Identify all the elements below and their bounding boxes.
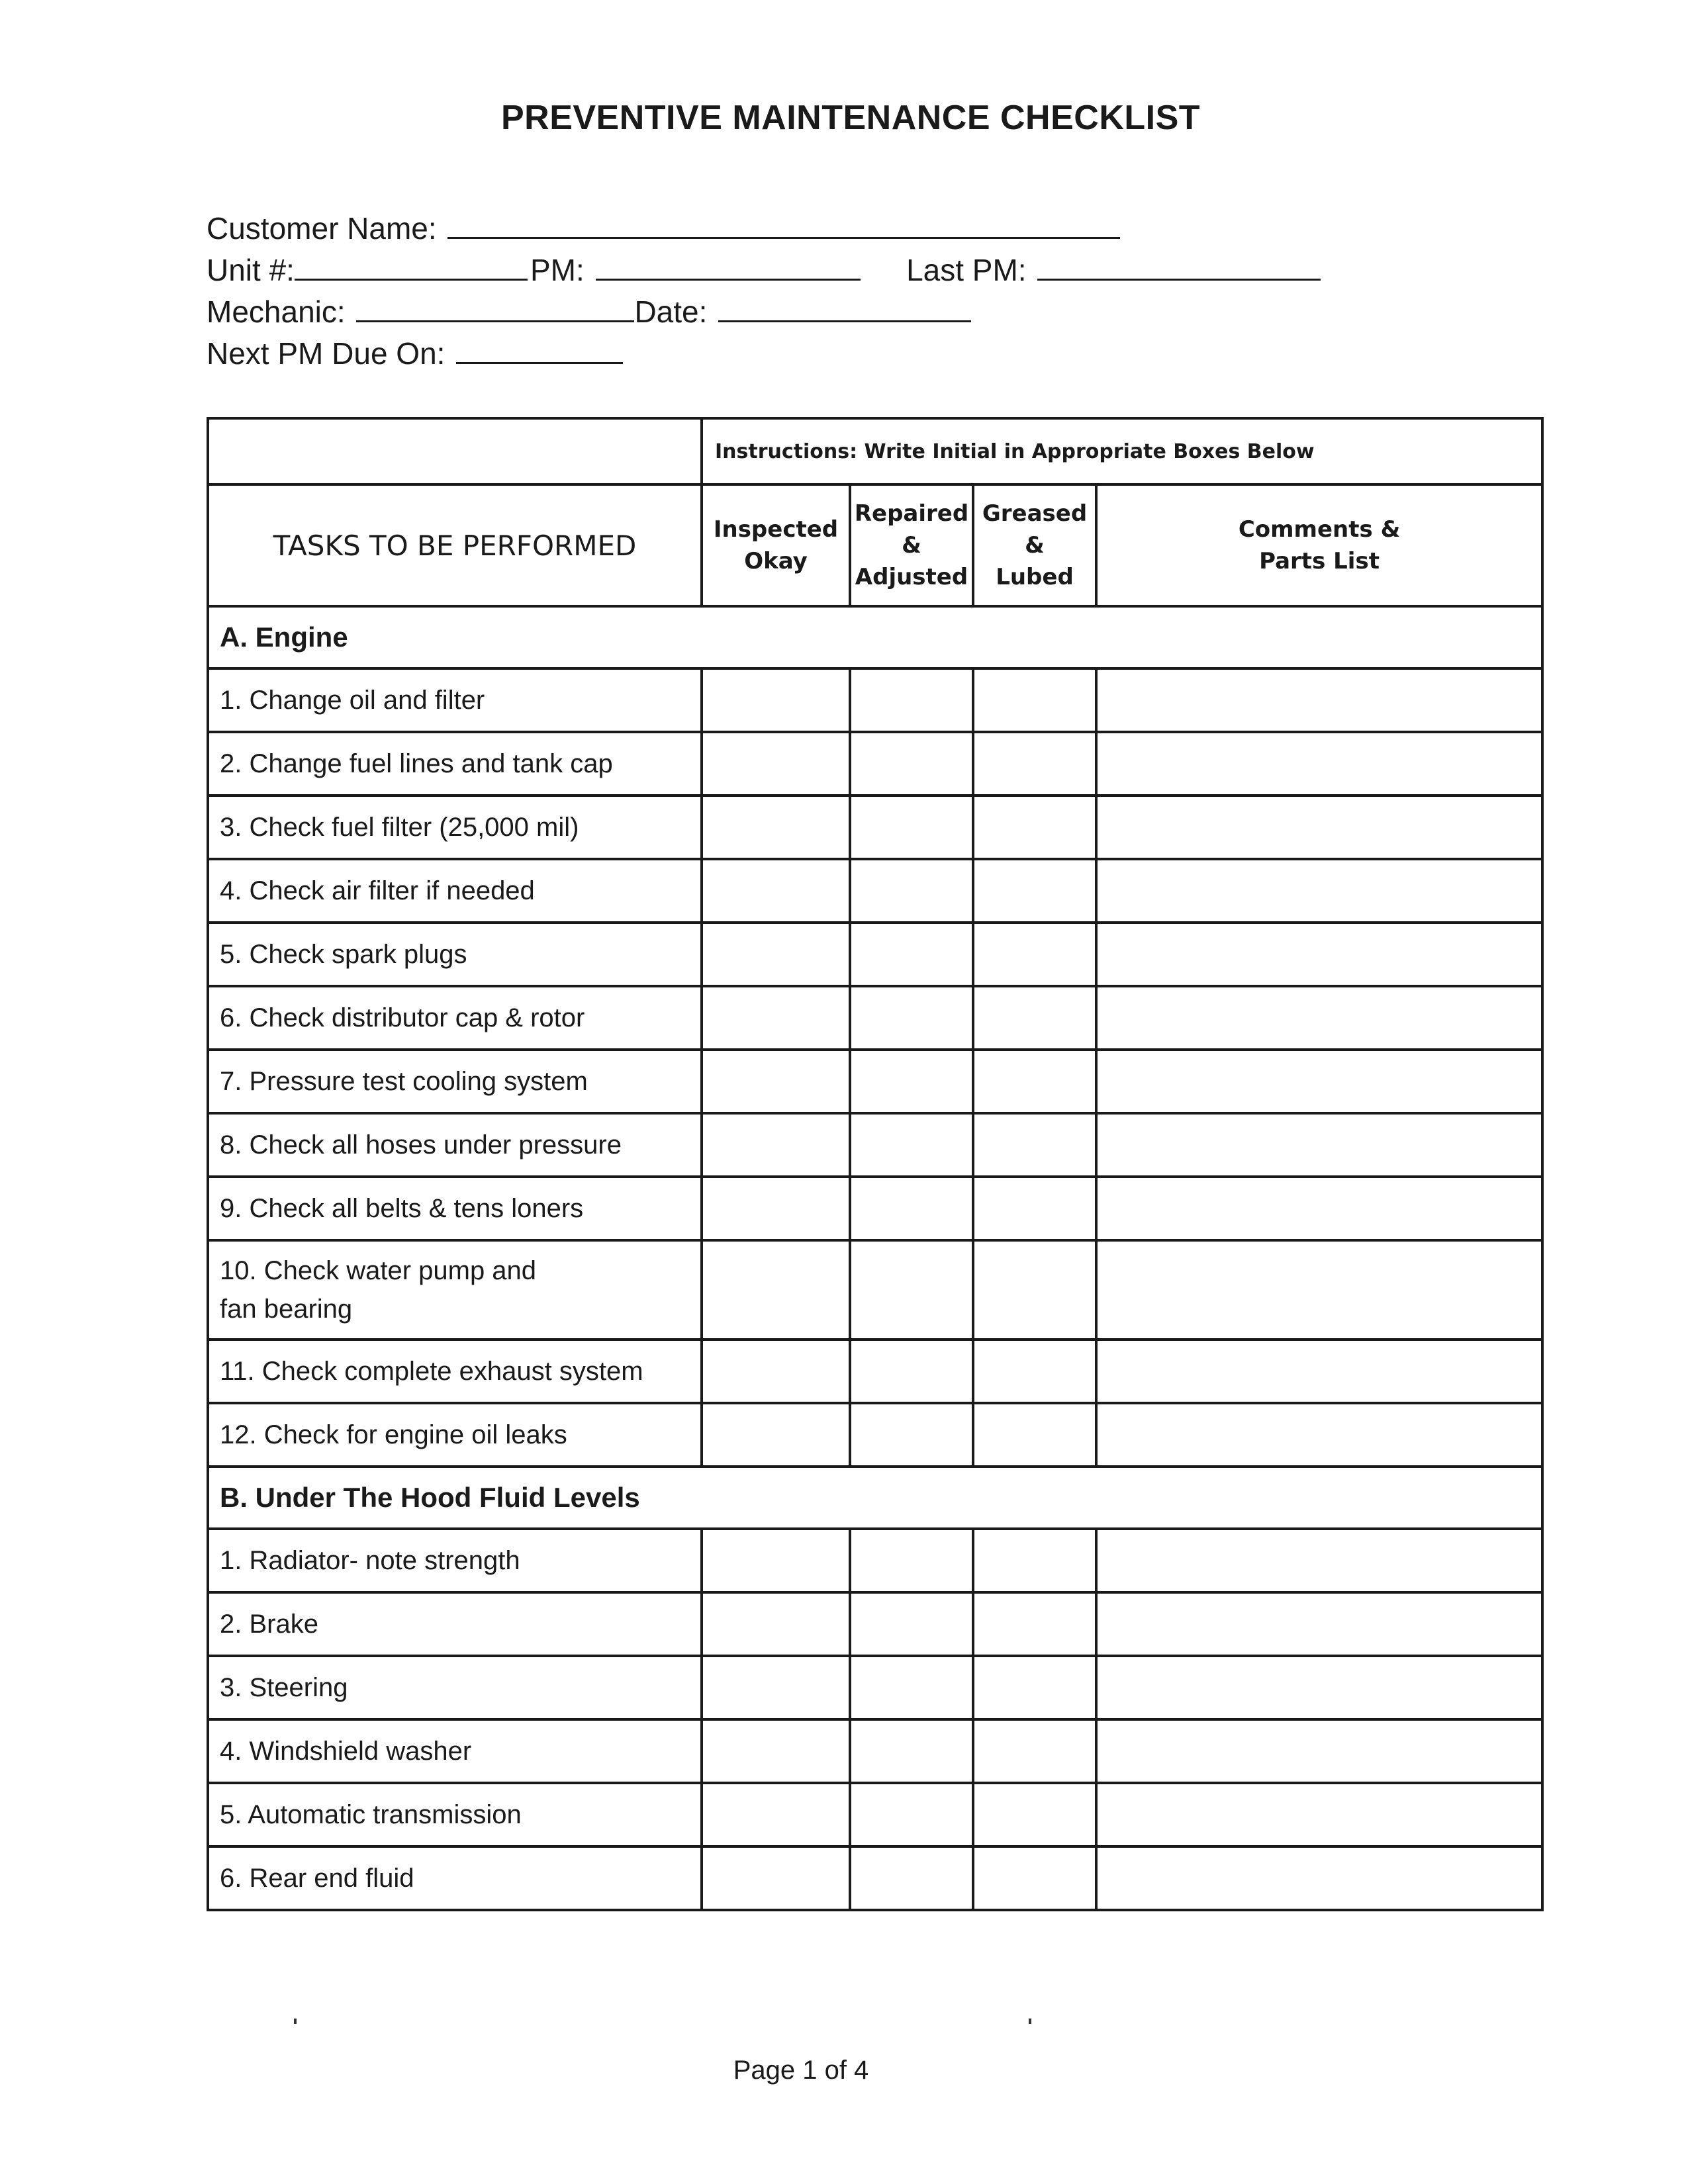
- repaired-adjusted-cell[interactable]: [850, 1529, 973, 1592]
- comments-cell[interactable]: [1096, 1177, 1542, 1240]
- repaired-adjusted-cell[interactable]: [850, 986, 973, 1050]
- task-row: [208, 986, 1542, 1050]
- inspected-okay-cell[interactable]: [702, 1177, 850, 1240]
- section-row: [208, 1467, 1542, 1529]
- date-label: Date:: [634, 295, 708, 329]
- repaired-adjusted-cell[interactable]: [850, 1113, 973, 1177]
- repaired-adjusted-cell[interactable]: [850, 1177, 973, 1240]
- task-row: [208, 1113, 1542, 1177]
- instructions-row: [208, 418, 1542, 484]
- inspected-okay-cell[interactable]: [702, 1403, 850, 1467]
- comments-cell[interactable]: [1096, 1592, 1542, 1656]
- scan-speck: [1029, 2019, 1031, 2024]
- comments-cell[interactable]: [1096, 1403, 1542, 1467]
- task-row: [208, 1592, 1542, 1656]
- col-inspected-okay: [702, 484, 850, 606]
- last-pm-field[interactable]: [1037, 250, 1321, 281]
- task-label: 6. Rear end fluid: [208, 1846, 702, 1910]
- task-row: [208, 1783, 1542, 1846]
- repaired-adjusted-cell[interactable]: [850, 1340, 973, 1403]
- greased-lubed-cell[interactable]: [973, 1340, 1096, 1403]
- task-row: [208, 1403, 1542, 1467]
- repaired-adjusted-cell[interactable]: [850, 1592, 973, 1656]
- comments-cell[interactable]: [1096, 1050, 1542, 1113]
- checklist-table: [207, 417, 1544, 1911]
- task-row: [208, 1529, 1542, 1592]
- pm-label: PM:: [530, 253, 585, 287]
- col-header-line: Okay: [744, 548, 808, 574]
- mechanic-label: Mechanic:: [207, 295, 346, 329]
- repaired-adjusted-cell[interactable]: [850, 1783, 973, 1846]
- repaired-adjusted-cell[interactable]: [850, 796, 973, 859]
- greased-lubed-cell[interactable]: [973, 1240, 1096, 1340]
- customer-name-row: [207, 208, 1123, 247]
- comments-cell[interactable]: [1096, 1783, 1542, 1846]
- column-header-row: [208, 484, 1542, 606]
- col-header-line: Repaired: [854, 500, 969, 527]
- customer-name-label: Customer Name:: [207, 211, 437, 246]
- inspected-okay-cell[interactable]: [702, 1113, 850, 1177]
- inspected-okay-cell[interactable]: [702, 1846, 850, 1910]
- scan-speck: [294, 2019, 297, 2024]
- col-header-line: Lubed: [996, 564, 1074, 590]
- task-row: [208, 732, 1542, 796]
- task-label: 8. Check all hoses under pressure: [208, 1113, 702, 1177]
- task-row: [208, 668, 1542, 732]
- comments-cell[interactable]: [1096, 732, 1542, 796]
- blank-corner-cell: [208, 418, 702, 484]
- customer-name-field[interactable]: [447, 208, 1120, 239]
- repaired-adjusted-cell[interactable]: [850, 1050, 973, 1113]
- comments-cell[interactable]: [1096, 1656, 1542, 1719]
- page-number: Page 1 of 4: [733, 2056, 869, 2085]
- task-row: [208, 1656, 1542, 1719]
- task-label: 6. Check distributor cap & rotor: [208, 986, 702, 1050]
- greased-lubed-cell[interactable]: [973, 668, 1096, 732]
- inspected-okay-cell[interactable]: [702, 1050, 850, 1113]
- inspected-okay-cell[interactable]: [702, 859, 850, 923]
- date-field[interactable]: [718, 291, 971, 322]
- section-title: A. Engine: [208, 606, 1542, 668]
- comments-cell[interactable]: [1096, 1113, 1542, 1177]
- inspected-okay-cell[interactable]: [702, 1656, 850, 1719]
- task-label: 9. Check all belts & tens loners: [208, 1177, 702, 1240]
- page-title: PREVENTIVE MAINTENANCE CHECKLIST: [500, 99, 1201, 137]
- mechanic-date-row: [207, 291, 974, 330]
- repaired-adjusted-cell[interactable]: [850, 668, 973, 732]
- unit-field[interactable]: [295, 250, 528, 281]
- greased-lubed-cell[interactable]: [973, 1403, 1096, 1467]
- section-title: B. Under The Hood Fluid Levels: [208, 1467, 1542, 1529]
- task-label: 10. Check water pump and fan bearing: [208, 1240, 702, 1340]
- inspected-okay-cell[interactable]: [702, 796, 850, 859]
- task-label: 5. Check spark plugs: [208, 923, 702, 986]
- inspected-okay-cell[interactable]: [702, 1783, 850, 1846]
- comments-cell[interactable]: [1096, 1719, 1542, 1783]
- next-pm-row: [207, 333, 626, 372]
- col-comments-parts: [1096, 484, 1542, 606]
- repaired-adjusted-cell[interactable]: [850, 1240, 973, 1340]
- task-row: [208, 1846, 1542, 1910]
- task-label: 5. Automatic transmission: [208, 1783, 702, 1846]
- col-greased-lubed: [973, 484, 1096, 606]
- comments-cell[interactable]: [1096, 1846, 1542, 1910]
- greased-lubed-cell[interactable]: [973, 1529, 1096, 1592]
- task-label: 1. Radiator- note strength: [208, 1529, 702, 1592]
- task-label: 2. Brake: [208, 1592, 702, 1656]
- task-label: 4. Windshield washer: [208, 1719, 702, 1783]
- greased-lubed-cell[interactable]: [973, 1113, 1096, 1177]
- comments-cell[interactable]: [1096, 1340, 1542, 1403]
- inspected-okay-cell[interactable]: [702, 1529, 850, 1592]
- col-header-line: Adjusted: [855, 564, 968, 590]
- comments-cell[interactable]: [1096, 986, 1542, 1050]
- greased-lubed-cell[interactable]: [973, 1050, 1096, 1113]
- task-label: 1. Change oil and filter: [208, 668, 702, 732]
- inspected-okay-cell[interactable]: [702, 986, 850, 1050]
- inspected-okay-cell[interactable]: [702, 668, 850, 732]
- inspected-okay-cell[interactable]: [702, 1340, 850, 1403]
- task-row: [208, 1240, 1542, 1340]
- pm-field[interactable]: [596, 250, 861, 281]
- col-header-line: &: [902, 532, 921, 559]
- task-row: [208, 859, 1542, 923]
- unit-pm-row: [207, 250, 1323, 289]
- inspected-okay-cell[interactable]: [702, 923, 850, 986]
- repaired-adjusted-cell[interactable]: [850, 1656, 973, 1719]
- comments-cell[interactable]: [1096, 796, 1542, 859]
- repaired-adjusted-cell[interactable]: [850, 923, 973, 986]
- greased-lubed-cell[interactable]: [973, 1592, 1096, 1656]
- greased-lubed-cell[interactable]: [973, 986, 1096, 1050]
- greased-lubed-cell[interactable]: [973, 732, 1096, 796]
- task-row: [208, 923, 1542, 986]
- task-row: [208, 1719, 1542, 1783]
- instructions-text: Instructions: Write Initial in Appropriate Boxes Below: [702, 418, 1542, 484]
- inspected-okay-cell[interactable]: [702, 1719, 850, 1783]
- greased-lubed-cell[interactable]: [973, 1846, 1096, 1910]
- task-label: 11. Check complete exhaust system: [208, 1340, 702, 1403]
- comments-cell[interactable]: [1096, 1240, 1542, 1340]
- section-row: [208, 606, 1542, 668]
- greased-lubed-cell[interactable]: [973, 1783, 1096, 1846]
- repaired-adjusted-cell[interactable]: [850, 859, 973, 923]
- mechanic-field[interactable]: [356, 291, 634, 322]
- last-pm-label: Last PM:: [906, 253, 1027, 287]
- inspected-okay-cell[interactable]: [702, 732, 850, 796]
- greased-lubed-cell[interactable]: [973, 859, 1096, 923]
- inspected-okay-cell[interactable]: [702, 1592, 850, 1656]
- repaired-adjusted-cell[interactable]: [850, 732, 973, 796]
- unit-label: Unit #:: [207, 253, 295, 287]
- task-label: 2. Change fuel lines and tank cap: [208, 732, 702, 796]
- task-row: [208, 1340, 1542, 1403]
- greased-lubed-cell[interactable]: [973, 796, 1096, 859]
- greased-lubed-cell[interactable]: [973, 1656, 1096, 1719]
- inspected-okay-cell[interactable]: [702, 1240, 850, 1340]
- task-label: 12. Check for engine oil leaks: [208, 1403, 702, 1467]
- col-header-line: Inspected: [713, 516, 839, 543]
- task-row: [208, 1050, 1542, 1113]
- task-row: [208, 1177, 1542, 1240]
- col-repaired-adjusted: [850, 484, 973, 606]
- comments-cell[interactable]: [1096, 668, 1542, 732]
- greased-lubed-cell[interactable]: [973, 923, 1096, 986]
- col-header-line: &: [1025, 532, 1045, 559]
- col-header-line: Parts List: [1259, 548, 1380, 574]
- comments-cell[interactable]: [1096, 859, 1542, 923]
- greased-lubed-cell[interactable]: [973, 1177, 1096, 1240]
- task-label: 7. Pressure test cooling system: [208, 1050, 702, 1113]
- task-label: 4. Check air filter if needed: [208, 859, 702, 923]
- tasks-header: TASKS TO BE PERFORMED: [208, 484, 702, 606]
- task-label: 3. Steering: [208, 1656, 702, 1719]
- task-label: 3. Check fuel filter (25,000 mil): [208, 796, 702, 859]
- col-header-line: Comments &: [1238, 516, 1401, 543]
- repaired-adjusted-cell[interactable]: [850, 1719, 973, 1783]
- task-row: [208, 796, 1542, 859]
- col-header-line: Greased: [982, 500, 1088, 527]
- repaired-adjusted-cell[interactable]: [850, 1403, 973, 1467]
- greased-lubed-cell[interactable]: [973, 1719, 1096, 1783]
- comments-cell[interactable]: [1096, 1529, 1542, 1592]
- next-pm-label: Next PM Due On:: [207, 336, 445, 371]
- next-pm-field[interactable]: [456, 333, 623, 364]
- comments-cell[interactable]: [1096, 923, 1542, 986]
- repaired-adjusted-cell[interactable]: [850, 1846, 973, 1910]
